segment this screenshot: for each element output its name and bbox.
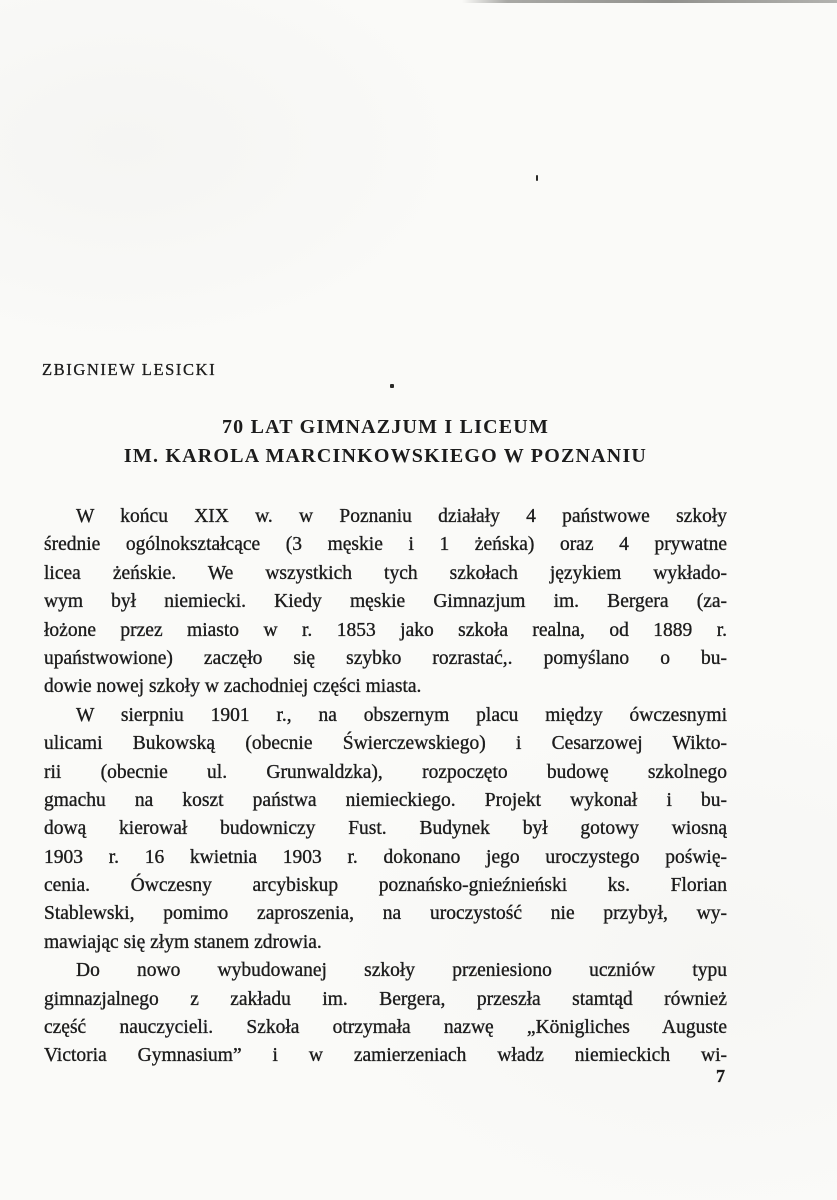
text-line: cenia. Ówczesny arcybiskup poznańsko-gnieźnieński ks. Florian	[44, 875, 727, 897]
body-text	[44, 503, 727, 1071]
paragraph	[44, 957, 727, 1071]
page-number: 7	[716, 1066, 725, 1086]
text-line: gmachu na koszt państwa niemieckiego. Projekt wykonał i bu-	[44, 789, 727, 811]
text-line: W sierpniu 1901 r., na obszernym placu między ówczesnymi	[76, 704, 727, 726]
text-line: rii (obecnie ul. Grunwaldzka), rozpoczęto budowę szkolnego	[44, 761, 727, 783]
text-line: dowie nowej szkoły w zachodniej części miasta.	[44, 676, 422, 698]
scan-speck	[390, 384, 394, 388]
text-line: gimnazjalnego z zakładu im. Bergera, przeszła stamtąd również	[44, 988, 727, 1010]
text-line: Do nowo wybudowanej szkoły przeniesiono uczniów typu	[76, 960, 727, 982]
text-line: część nauczycieli. Szkoła otrzymała nazwę „Königliches Auguste	[44, 1017, 727, 1039]
text-line: upaństwowione) zaczęło się szybko rozrastać,. pomyślano o bu-	[44, 647, 727, 669]
author-name: ZBIGNIEW LESICKI	[42, 360, 217, 379]
text-line: wym był niemiecki. Kiedy męskie Gimnazjum im. Bergera (za-	[44, 591, 727, 613]
scan-edge-artifact	[462, 0, 837, 3]
paragraph	[44, 503, 727, 702]
scan-speck	[536, 175, 538, 181]
text-line: W końcu XIX w. w Poznaniu działały 4 państwowe szkoły	[76, 506, 727, 527]
text-line: łożone przez miasto w r. 1853 jako szkoła realna, od 1889 r.	[44, 619, 727, 641]
text-line: średnie ogólnokształcące (3 męskie i 1 żeńska) oraz 4 prywatne	[44, 534, 727, 556]
text-line: ulicami Bukowską (obecnie Świerczewskiego) i Cesarzowej Wikto-	[44, 733, 727, 755]
article-title	[44, 413, 727, 471]
paragraph	[44, 702, 727, 958]
article-title-line1: 70 LAT GIMNAZJUM I LICEUM	[221, 416, 550, 438]
text-line: licea żeńskie. We wszystkich tych szkołach językiem wykłado-	[44, 562, 727, 584]
text-line: Victoria Gymnasium” i w zamierzeniach władz niemieckich wi-	[44, 1045, 727, 1067]
text-line: 1903 r. 16 kwietnia 1903 r. dokonano jego uroczystego poświę-	[44, 846, 727, 868]
text-line: mawiając się złym stanem zdrowia.	[44, 931, 322, 953]
article-title-line2: IM. KAROLA MARCINKOWSKIEGO W POZNANIU	[123, 445, 648, 467]
text-line: Stablewski, pomimo zaproszenia, na uroczystość nie przybył, wy-	[44, 903, 727, 925]
text-line: dową kierował budowniczy Fust. Budynek był gotowy wiosną	[44, 818, 727, 840]
